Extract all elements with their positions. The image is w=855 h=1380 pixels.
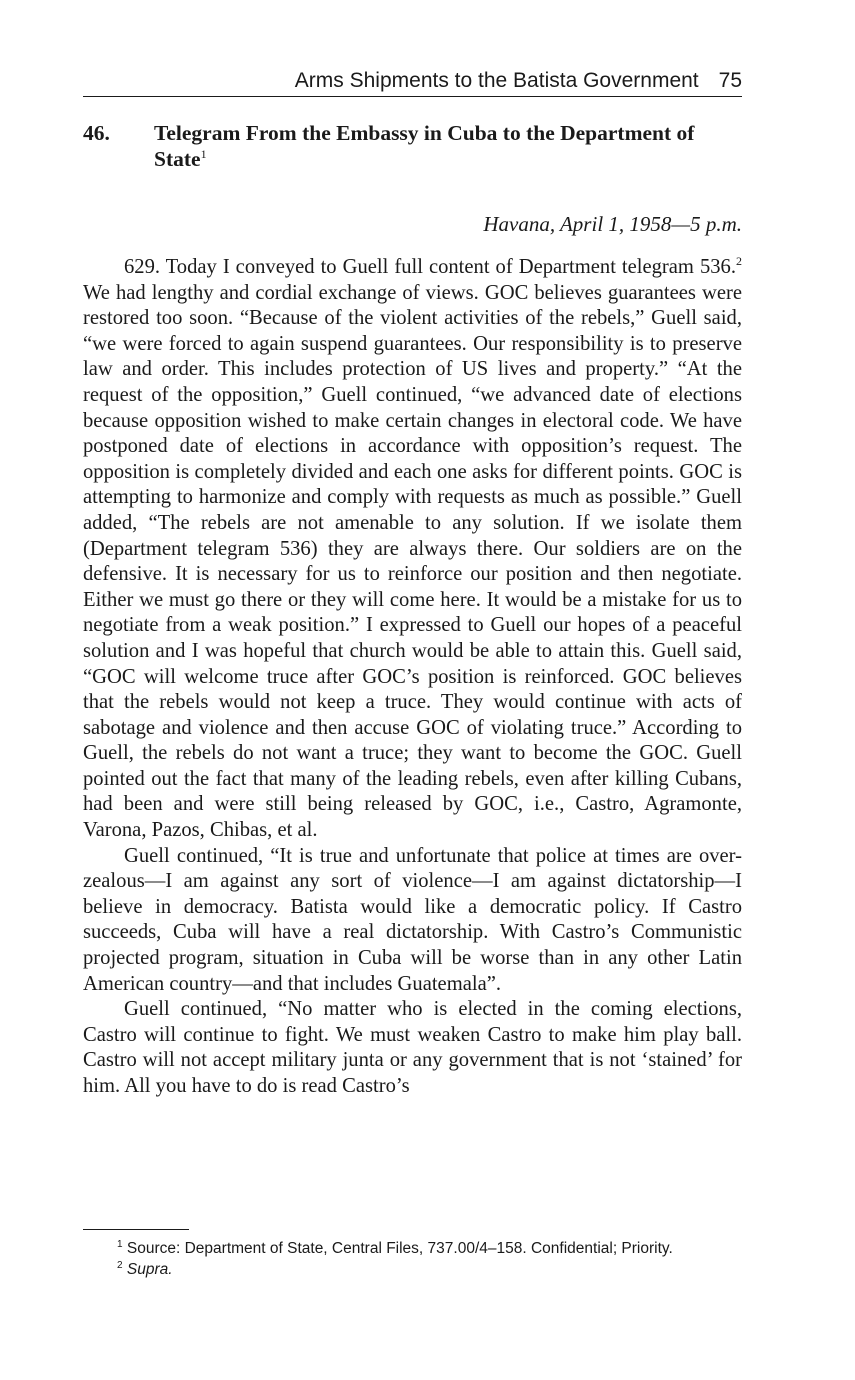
paragraph-1-rest: We had lengthy and cordial exchange of views. GOC believes guarantees were restored too soon. “Because of the violent activities of the rebels,” Guell said, “we were forced to again suspend guarantees. Our responsibility is to preserve law and order. This includes protection of US lives and property.” “At the request of the opposition,” Guell continued, “we advanced date of elections because opposition wished to make certain changes in electoral code. We have postponed date of elections in accordance with opposition’s request. The opposition is completely divided and each one asks for different points. GOC is attempting to harmonize and comply with requests as much as possible.” Guell added, “The rebels are not amenable to any solution. If we isolate them (Department telegram 536) they are always there. Our soldiers are on the defensive. It is necessary for us to reinforce our position and then negotiate. Either we must go there or they will come here. It would be a mistake for us to negotiate from a weak position.” I expressed to Guell our hopes of a peaceful solution and I was hopeful that church would be able to attain this. Guell said, “GOC will welcome truce after GOC’s position is reinforced. GOC believes that the rebels would not keep a truce. They would continue with acts of sabotage and violence and then accuse GOC of violating truce.” According to Guell, the rebels do not want a truce; they want to become the GOC. Guell pointed out the fact that many of the leading rebels, even after killing Cubans, had been and were still being released by GOC, i.e., Castro, Agramonte, Varona, Pazos, Chibas, et al. <box>83 281 742 842</box>
footnote-rule <box>83 1229 189 1230</box>
footnote-1-marker: 1 <box>117 1238 123 1250</box>
running-head <box>83 66 742 97</box>
footnote-1-text: Source: Department of State, Central Files, 737.00/4–158. Confidential; Priority. <box>126 1240 673 1257</box>
document-heading <box>83 120 742 172</box>
footnote-2 <box>117 1259 742 1280</box>
paragraph-2: Guell continued, “It is true and unfortunate that police at times are over-zealous—I am against any sort of violence—I am against dictatorship—I believe in democracy. Batista would like a democratic policy. If Castro succeeds, Cuba will have a real dictatorship. With Castro’s Communistic projected program, situation in Cuba will be worse than in any other Latin American country—and that includes Guatemala”. <box>83 844 742 995</box>
footnote-1 <box>117 1238 742 1259</box>
paragraph-1-lead: 629. Today I conveyed to Guell full content of Department telegram 536. <box>124 256 736 278</box>
footnote-2-marker: 2 <box>117 1259 123 1271</box>
page-number: 75 <box>718 69 742 92</box>
footnote-ref-1: 1 <box>200 146 207 161</box>
footnotes <box>117 1238 742 1280</box>
document-title-text: Telegram From the Embassy in Cuba to the Department of State <box>154 121 695 171</box>
document-number: 46. <box>83 121 110 145</box>
telegram-body <box>83 255 742 1100</box>
running-head-title: Arms Shipments to the Batista Government <box>294 69 699 92</box>
paragraph-3: Guell continued, “No matter who is elected in the coming elections, Castro will continue to fight. We must weaken Castro to make him play ball. Castro will not accept military junta or any government that is not ‘stained’ for him. All you have to do is read Castro’s <box>83 998 742 1097</box>
document-title <box>154 120 742 172</box>
footnote-2-text: Supra. <box>126 1261 173 1278</box>
footnote-ref-2: 2 <box>736 254 742 269</box>
dateline: Havana, April 1, 1958—5 p.m. <box>483 212 742 236</box>
paragraph-1 <box>83 255 742 844</box>
